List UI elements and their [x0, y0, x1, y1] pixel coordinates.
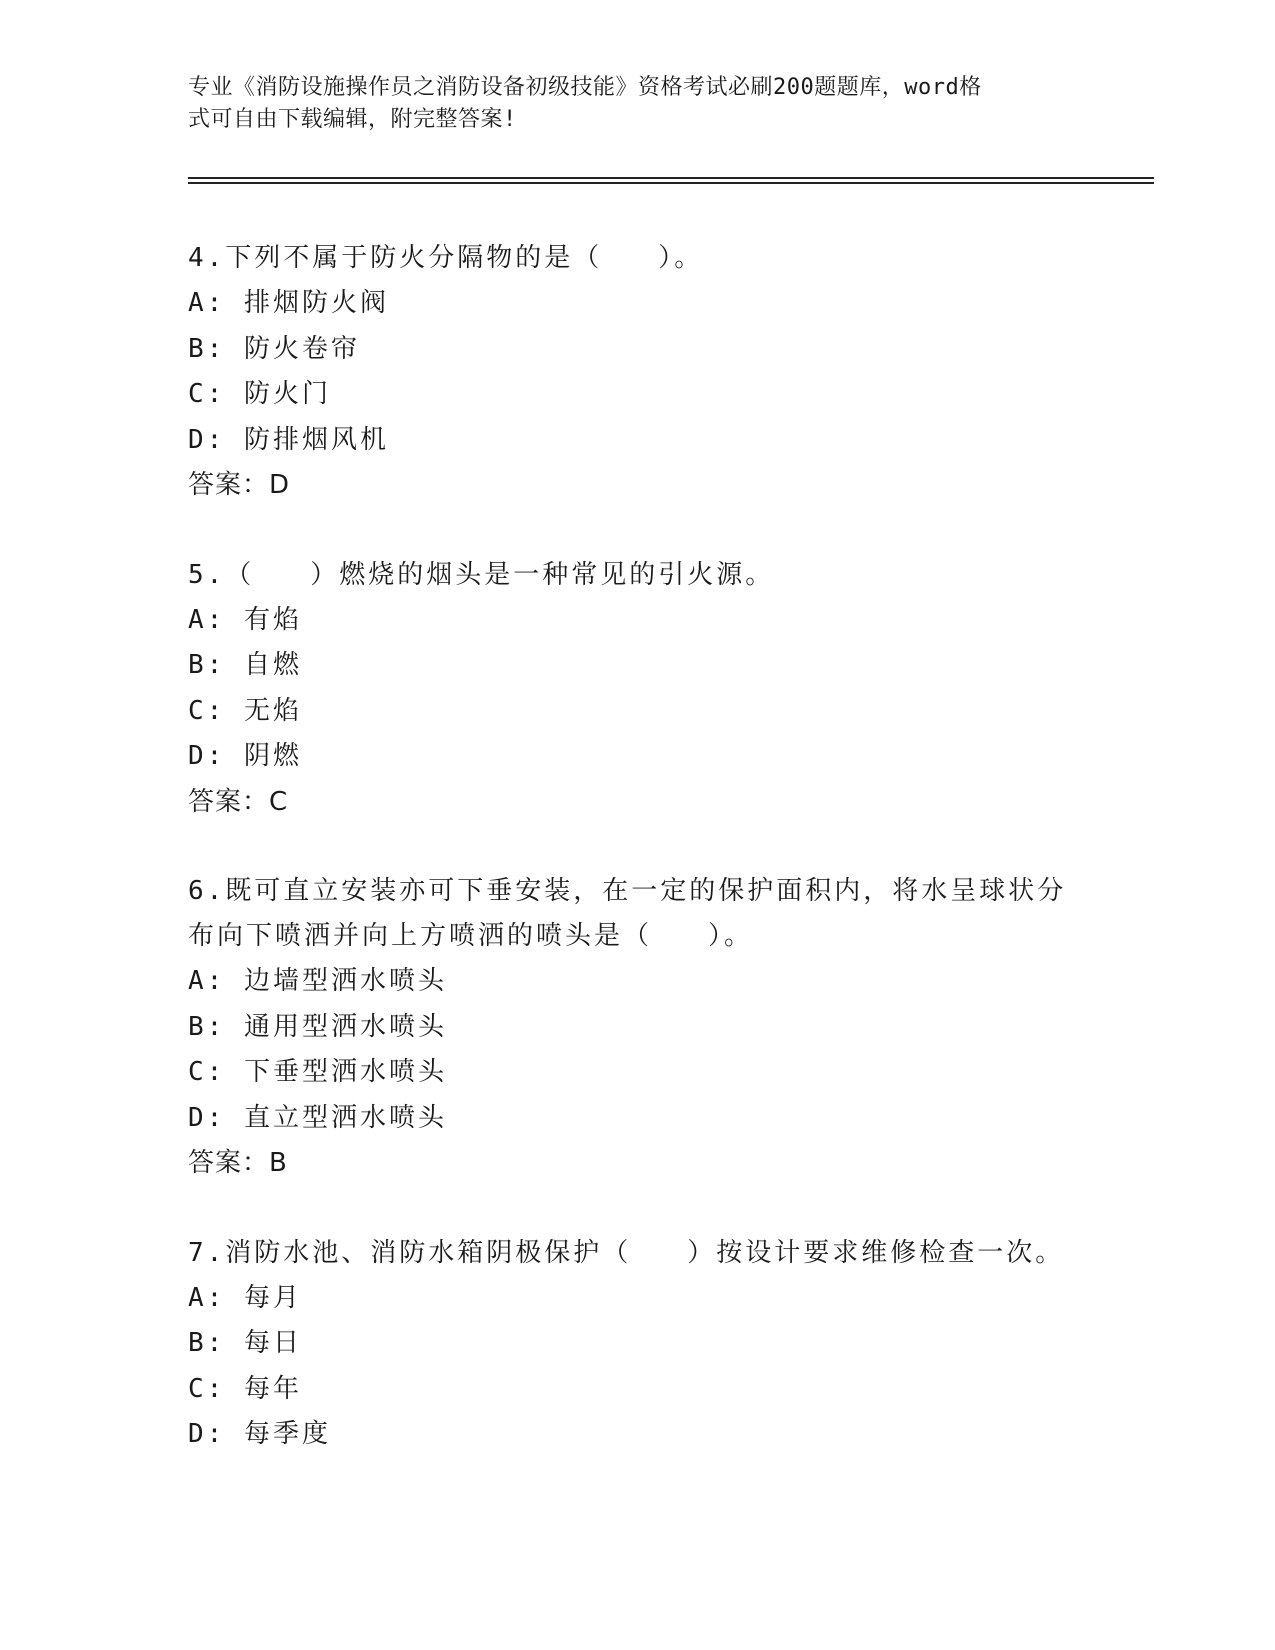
- question-7: [188, 1231, 1088, 1458]
- question-stem-line-1: 6.既可直立安装亦可下垂安装，在一定的保护面积内，将水呈球状分: [188, 876, 1067, 906]
- option-c: C: 每年: [188, 1373, 302, 1404]
- question-stem: 4.下列不属于防火分隔物的是（ ）。: [188, 243, 704, 273]
- option-d: D: 阴燃: [188, 741, 302, 771]
- option-a: A: 边墙型洒水喷头: [188, 966, 447, 996]
- option-b: B: 每日: [188, 1328, 302, 1358]
- option-a: A: 排烟防火阀: [188, 288, 389, 318]
- option-d: D: 每季度: [188, 1419, 331, 1449]
- option-c: C: 下垂型洒水喷头: [188, 1057, 447, 1087]
- option-b: B: 自燃: [188, 650, 302, 680]
- option-a: A: 有焰: [188, 604, 302, 635]
- question-list: [188, 236, 1088, 1502]
- header-line-1: 专业《消防设施操作员之消防设备初级技能》资格考试必刷200题题库，word格: [188, 75, 982, 100]
- option-d: D: 直立型洒水喷头: [188, 1102, 447, 1133]
- question-4: [188, 236, 1088, 509]
- option-c: C: 防火门: [188, 379, 331, 409]
- question-stem: 5.（ ）燃烧的烟头是一种常见的引火源。: [188, 559, 775, 590]
- question-5: [188, 553, 1088, 826]
- question-stem: 7.消防水池、消防水箱阴极保护（ ）按设计要求维修检查一次。: [188, 1237, 1065, 1268]
- question-stem-line-2: 布向下喷洒并向上方喷洒的喷头是（ ）。: [188, 921, 753, 951]
- option-d: D: 防排烟风机: [188, 424, 389, 455]
- answer-text: 答案：C: [188, 786, 289, 817]
- question-6: [188, 869, 1088, 1187]
- header-divider-bottom: [188, 182, 1154, 184]
- option-c: C: 无焰: [188, 695, 302, 726]
- answer-text: 答案：D: [188, 470, 291, 500]
- document-header: [188, 72, 1068, 136]
- header-line-2: 式可自由下载编辑，附完整答案!: [188, 107, 517, 132]
- option-b: B: 防火卷帘: [188, 333, 360, 364]
- header-divider-top: [188, 177, 1154, 179]
- answer-text: 答案：B: [188, 1148, 288, 1178]
- option-b: B: 通用型洒水喷头: [188, 1011, 447, 1042]
- option-a: A: 每月: [188, 1282, 302, 1313]
